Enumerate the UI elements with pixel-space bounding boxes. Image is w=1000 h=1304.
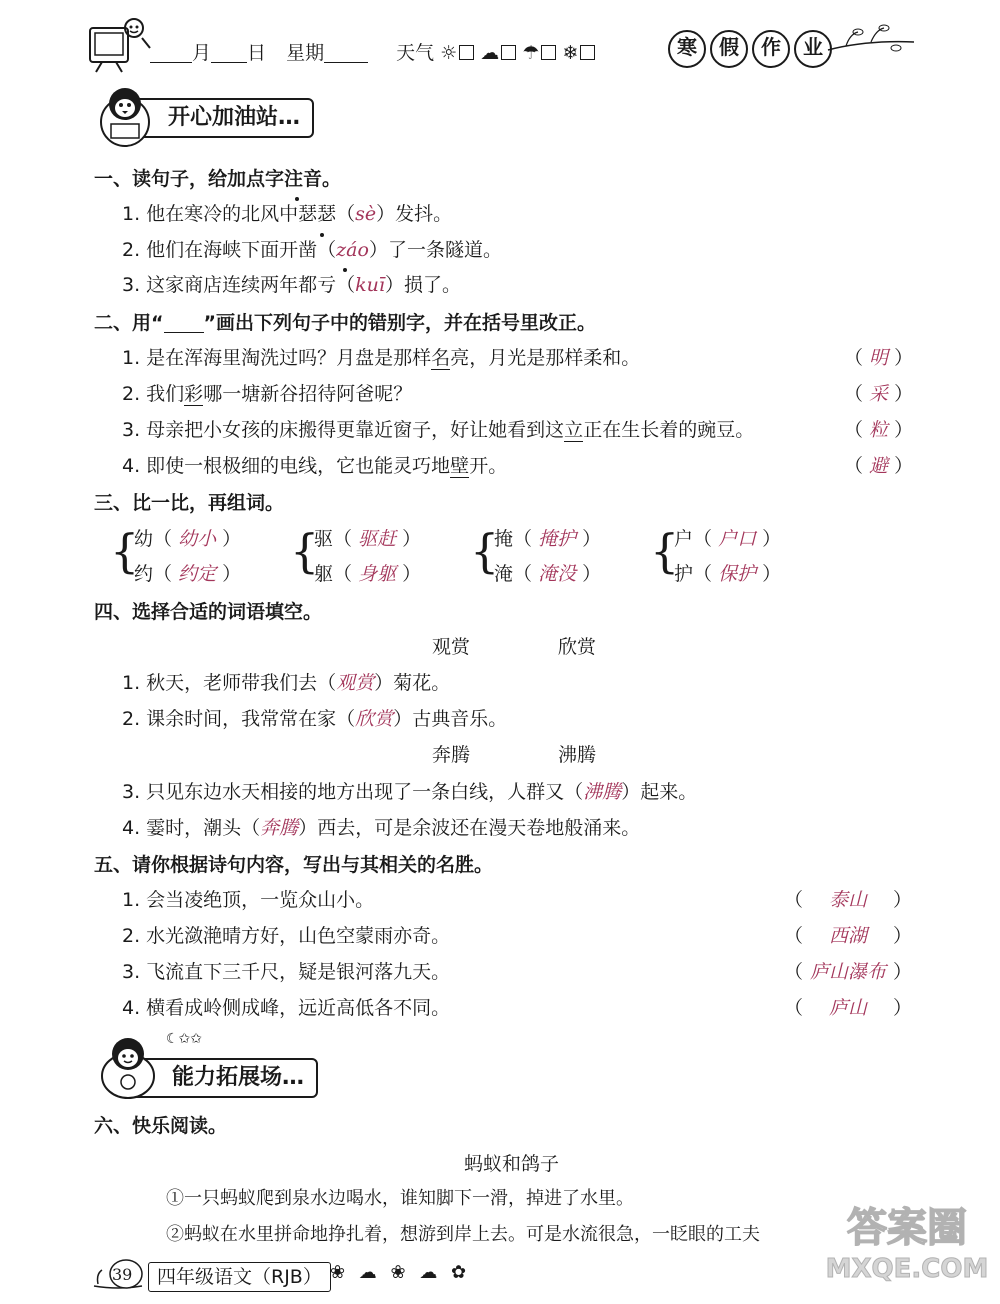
section-banner-ability-expansion: 能力拓展场… — [126, 1058, 318, 1098]
q4-item: 4. 霎时，潮头（奔腾）西去，可是余波还在漫天卷地般涌来。 — [122, 817, 641, 839]
brace-icon: { — [470, 524, 500, 578]
q3-title: 三、比一比，再组词。 — [94, 492, 285, 514]
q4-item: 1. 秋天，老师带我们去（观赏）菊花。 — [122, 672, 451, 694]
weather-checkbox-cloud[interactable] — [501, 45, 516, 60]
day-label: 日 — [247, 42, 267, 64]
q5-answer: （ 西湖 ） — [784, 925, 913, 947]
brace-icon: { — [110, 524, 140, 578]
word-option: 奔腾 — [432, 744, 471, 766]
passage-paragraph: ①一只蚂蚁爬到泉水边喝水，谁知脚下一滑，掉进了水里。 — [166, 1188, 634, 1209]
weather-checkbox-sun[interactable] — [459, 45, 474, 60]
q5-item: 4. 横看成岭侧成峰，远近高低各不同。 — [122, 997, 451, 1019]
section-banner-happy-station: 开心加油站… — [122, 98, 314, 138]
moon-stars-icon: ☾✩✩ — [166, 1031, 203, 1047]
q2-item: 2. 我们彩哪一塘新谷招待阿爸呢？ — [122, 383, 413, 405]
weekday-label: 星期 — [286, 42, 325, 64]
wrong-char: 名 — [431, 347, 451, 369]
page-number: 39 — [112, 1265, 133, 1284]
penguin-mascot-icon — [96, 82, 154, 148]
q3-pair: 幼（ 幼小 ） — [134, 528, 242, 550]
q5-answer: （ 庐山瀑布 ） — [784, 961, 913, 983]
branch-decoration-icon — [826, 20, 916, 60]
passage-title: 蚂蚁和鸽子 — [464, 1153, 560, 1175]
weekday-blank[interactable] — [324, 44, 368, 63]
q3-pair: 淹（ 淹没 ） — [494, 563, 602, 585]
badge-char: 业 — [794, 30, 832, 68]
answer-text: 沸腾 — [583, 781, 622, 803]
badge-char: 假 — [710, 30, 748, 68]
emphasis-dot — [295, 197, 299, 201]
footer-grade-label: 四年级语文（RJB） — [148, 1262, 331, 1292]
q6-title: 六、快乐阅读。 — [94, 1115, 228, 1137]
q5-item: 3. 飞流直下三千尺，疑是银河落九天。 — [122, 961, 451, 983]
q5-item: 2. 水光潋滟晴方好，山色空蒙雨亦奇。 — [122, 925, 451, 947]
day-blank[interactable] — [211, 44, 247, 63]
word-option: 沸腾 — [558, 744, 597, 766]
q2-answer: （ 明 ） — [844, 347, 914, 369]
wrong-char: 壁 — [450, 455, 470, 477]
q5-answer: （ 庐山 ） — [784, 997, 913, 1019]
answer-text: kuī — [355, 274, 385, 296]
emphasis-dot — [320, 233, 324, 237]
q2-item: 1. 是在浑海里淘洗过吗？月盘是那样名亮，月光是那样柔和。 — [122, 347, 641, 369]
date-line — [150, 40, 595, 66]
winter-homework-badge — [668, 30, 836, 68]
badge-char: 作 — [752, 30, 790, 68]
q5-title: 五、请你根据诗句内容，写出与其相关的名胜。 — [94, 854, 494, 876]
q1-item: 3. 这家商店连续两年都亏（kuī）损了。 — [122, 274, 462, 296]
q2-answer: （ 粒 ） — [844, 419, 914, 441]
cloud-icon: ☁ — [480, 42, 500, 64]
q1-item: 2. 他们在海峡下面开凿（záo）了一条隧道。 — [122, 239, 502, 261]
month-blank[interactable] — [150, 44, 192, 63]
q3-pair: 驱（ 驱赶 ） — [314, 528, 422, 550]
q3-pair: 约（ 约定 ） — [134, 563, 242, 585]
answer-text: 奔腾 — [260, 817, 299, 839]
passage-paragraph: ②蚂蚁在水里拼命地挣扎着，想游到岸上去。可是水流很急，一眨眼的工夫 — [166, 1224, 760, 1245]
weather-label: 天气 — [396, 42, 435, 64]
weather-checkbox-rain[interactable] — [541, 45, 556, 60]
emphasis-dot — [343, 268, 347, 272]
q4-item: 2. 课余时间，我常常在家（欣赏）古典音乐。 — [122, 708, 508, 730]
snow-icon: ❄ — [562, 42, 579, 64]
word-option: 欣赏 — [558, 636, 597, 658]
word-option: 观赏 — [432, 636, 471, 658]
answer-text: sè — [355, 203, 377, 225]
wrong-char: 彩 — [184, 383, 204, 405]
answer-text: 欣赏 — [355, 708, 394, 730]
q2-answer: （ 采 ） — [844, 383, 914, 405]
header-illustration — [86, 14, 152, 74]
rain-icon: ☂ — [522, 42, 540, 64]
q3-pair: 护（ 保护 ） — [674, 563, 782, 585]
brace-icon: { — [650, 524, 680, 578]
answer-text: 观赏 — [336, 672, 375, 694]
q3-pair: 户（ 户口 ） — [674, 528, 782, 550]
q1-title: 一、读句子，给加点字注音。 — [94, 168, 342, 190]
q4-title: 四、选择合适的词语填空。 — [94, 601, 323, 623]
answer-text: záo — [336, 239, 369, 261]
weather-checkbox-snow[interactable] — [580, 45, 595, 60]
q5-item: 1. 会当凌绝顶，一览众山小。 — [122, 889, 375, 911]
q2-item: 3. 母亲把小女孩的床搬得更靠近窗子，好让她看到这立正在生长着的豌豆。 — [122, 419, 755, 441]
q1-item: 1. 他在寒冷的北风中瑟瑟（sè）发抖。 — [122, 203, 453, 225]
brace-icon: { — [290, 524, 320, 578]
watermark-logo: 答案圈 MXQE.COM — [825, 1205, 989, 1284]
q2-title: 二、用“ ”画出下列句子中的错别字，并在括号里改正。 — [94, 312, 596, 334]
footer-cloud-decoration-icon: ❀ ☁ ❀ ☁ ✿ — [330, 1262, 471, 1283]
q3-pair: 掩（ 掩护 ） — [494, 528, 602, 550]
month-label: 月 — [192, 42, 212, 64]
q5-answer: （ 泰山 ） — [784, 889, 913, 911]
q4-item: 3. 只见东边水天相接的地方出现了一条白线，人群又（沸腾）起来。 — [122, 781, 698, 803]
q3-pair: 躯（ 身躯 ） — [314, 563, 422, 585]
underline-sample — [164, 316, 204, 333]
wrong-char: 立 — [564, 419, 584, 441]
sun-icon: ☼ — [440, 42, 458, 64]
badge-char: 寒 — [668, 30, 706, 68]
q2-item: 4. 即使一根极细的电线，它也能灵巧地壁开。 — [122, 455, 508, 477]
girl-mascot-icon — [96, 1030, 162, 1100]
q2-answer: （ 避 ） — [844, 455, 914, 477]
